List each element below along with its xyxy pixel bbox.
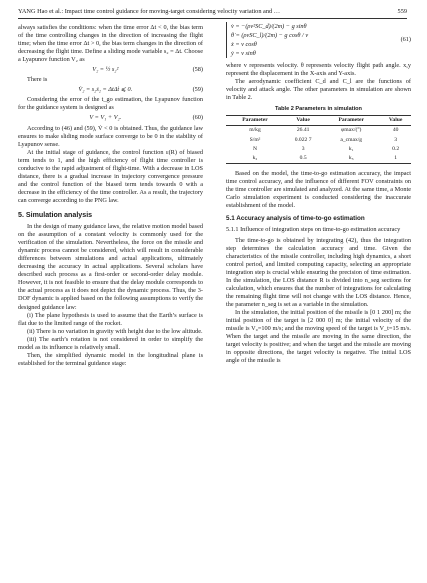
equation-body: V̇₂ = s₂ṡ₂ = ΔtΔṫ ⩽ 0.	[78, 86, 133, 94]
equation-number: (60)	[192, 114, 203, 122]
paragraph: According to (46) and (59), V̇ < 0 is obtained. Thus, the guidance law ensures to make sliding mode surface converge to be 0 in the stability of Lyapunov sense.	[18, 124, 203, 148]
table-cell: 40	[392, 127, 399, 134]
equation-body: V₂ = ½ s₂²	[92, 66, 119, 74]
paragraph: The aerodynamic coefficient C_d and C_l are the functions of velocity and attack angle. The other parameters in simulation are shown in Table 2.	[226, 78, 411, 102]
table-header-row	[226, 116, 411, 126]
paragraph: always satisfies the conditions: when the time error Δt < 0, the bias term of the time controlling changes in the direction of increasing the flight time; when the time error Δt > 0, the bias term changes in the direction of decreasing the flight time. Define a sliding mode variable s₂ = Δt. Choose a Lyapunov function V₂ as	[18, 24, 203, 64]
table-cell: S/m²	[249, 136, 261, 143]
table-row	[226, 126, 411, 136]
equation-number: (58)	[192, 66, 203, 74]
paragraph: There is	[27, 76, 48, 84]
paragraph: (ii) There is no variation in gravity with height due to the low altitude.	[27, 327, 203, 335]
table-cell: k₃	[348, 155, 354, 162]
equation-line: θ̇ = (ρvSC_l)/(2m) − g cosθ / v	[231, 32, 309, 39]
table-cell: φmax/(°)	[341, 127, 362, 134]
table-cell: 26.41	[296, 127, 310, 134]
table-cell: 3	[301, 145, 305, 152]
equation-58	[18, 66, 203, 74]
paragraph: where v represents velocity. θ represents velocity flight path angle. x,y represent the displacement in the X-axis and Y-axis.	[226, 62, 411, 78]
paragraph: (i) The plane hypothesis is used to assume that the Earth’s surface is flat due to the limited range of the rocket.	[18, 311, 203, 327]
right-column	[226, 22, 411, 365]
table-cell: k₂	[252, 155, 258, 162]
paragraph: Then, the simplified dynamic model in the longitudinal plane is established for the terminal guidance stage:	[18, 351, 203, 367]
equation-body: V = V₁ + V₂.	[89, 114, 122, 122]
table-row	[226, 136, 411, 145]
running-header	[18, 8, 407, 15]
table-cell: N	[252, 145, 258, 152]
paragraph: Considering the error of the t_go estimation, the Lyapunov function for the guidance system is designed as	[18, 96, 203, 112]
equation-line: ẋ = v cosθ	[231, 41, 257, 48]
table-row	[226, 154, 411, 164]
table-header: Value	[388, 117, 403, 124]
equation-number: (61)	[400, 35, 411, 43]
table-row	[226, 145, 411, 154]
table-cell: a_cmax/g	[340, 136, 363, 143]
section-heading: 5.1 Accuracy analysis of time-to-go estimation	[226, 214, 365, 222]
paragraph: The time-to-go is obtained by integrating (42), thus the integration step determines the calculation accuracy and time. Given the characteristics of the missile controller, including high dynamics, a short control period, and limited computing capacity, selecting an appropriate integration step is crucial while ensuring the precision of time estimation. In the simulation, the LOS distance R is divided into n_seg sections for calculation, which ensures that the number of integrations for calculating the remaining flight time will not change with the LOS distance. Hence, the parameter n_seg is set as a variable in the simulation.	[226, 236, 411, 308]
paragraph: (iii) The earth’s rotation is not considered in order to simplify the model as its influence is relatively small.	[18, 335, 203, 351]
paragraph: Based on the model, the time-to-go estimation accuracy, the impact time control accuracy, and the influence of different FOV constraints on the time controller are simulated and analyzed. At the same time, a Monte Carlo simulation experiment is conducted considering the inaccurate establishment of the model.	[226, 170, 411, 210]
header-rule	[18, 18, 407, 19]
equation-system	[226, 22, 308, 58]
table-cell: 0.5	[299, 155, 307, 162]
page-number: 559	[397, 8, 407, 15]
paragraph: In the design of many guidance laws, the relative motion model based on the assumption of a constant velocity is commonly used for the verification of the simulation. Nevertheless, the force on the missile and dynamic process cannot be considered, which will result in considerable differences between simulations and actual applications, ultimately decreasing the accuracy in actual applications. Several scholars have described such process as a first-order or second-order delay module. However, it is not feasible to ensure that the delay module corresponds to the actual process as it does not depict the dynamic process. Thus, the 3-DOF dynamic is applied based on the following assumptions to verify the designed guidance law:	[18, 223, 203, 311]
table-header: Value	[296, 117, 310, 124]
equation-line: v̇ = −(ρv²SC_d)/(2m) − g sinθ	[231, 23, 307, 30]
table-cell: 0.2	[392, 145, 400, 152]
equation-61	[226, 22, 411, 58]
paragraph: At the initial stage of guidance, the control function ε(R) of biased term tends to 1, and the high efficiency of flight time controller is conducive to the rapid adjustment of flight-time. With a decrease in LOS distance, there is a gradual increase in trajectory convergence pressure and the control function of the biased term tends towards 0 with a decrease in the efficiency of the time controller. As a result, the trajectory can converge according to the PNG law.	[18, 148, 203, 204]
equation-60	[18, 114, 203, 122]
table-cell: 3	[394, 136, 398, 143]
running-title: YANG Hao et al.: Impact time control guidance for moving-target considering velocity variation and …	[18, 8, 281, 15]
paragraph: In the simulation, the initial position of the missile is [0 1 200] m; the initial position of the target is [2 000 0] m; the initial velocity of the missile is V₀=100 m/s; and the moving speed of the target is V_t=15 m/s. When the target and the missile are moving in the same direction, the target velocity is positive; and when the target and the missile are moving in opposite directions, the target velocity is negative. The initial LOS angle of the missile is	[226, 309, 411, 365]
equation-59	[18, 86, 203, 94]
parameters-table	[226, 115, 411, 164]
subsection-heading: 5.1.1 Influence of integration steps on time-to-go estimation accuracy	[226, 225, 401, 233]
table-cell: k₁	[348, 145, 354, 152]
equation-line: ẏ = v sinθ	[231, 50, 256, 57]
table-header: Parameter	[242, 117, 268, 124]
table-caption: Table 2 Parameters in simulation	[275, 106, 362, 113]
table-cell: 0.022 7	[294, 136, 312, 143]
left-column	[18, 24, 203, 368]
table-header: Parameter	[338, 117, 364, 124]
table-cell: m/kg	[249, 127, 261, 134]
equation-number: (59)	[192, 86, 203, 94]
section-heading: 5. Simulation analysis	[18, 210, 93, 219]
table-cell: 1	[394, 155, 398, 162]
